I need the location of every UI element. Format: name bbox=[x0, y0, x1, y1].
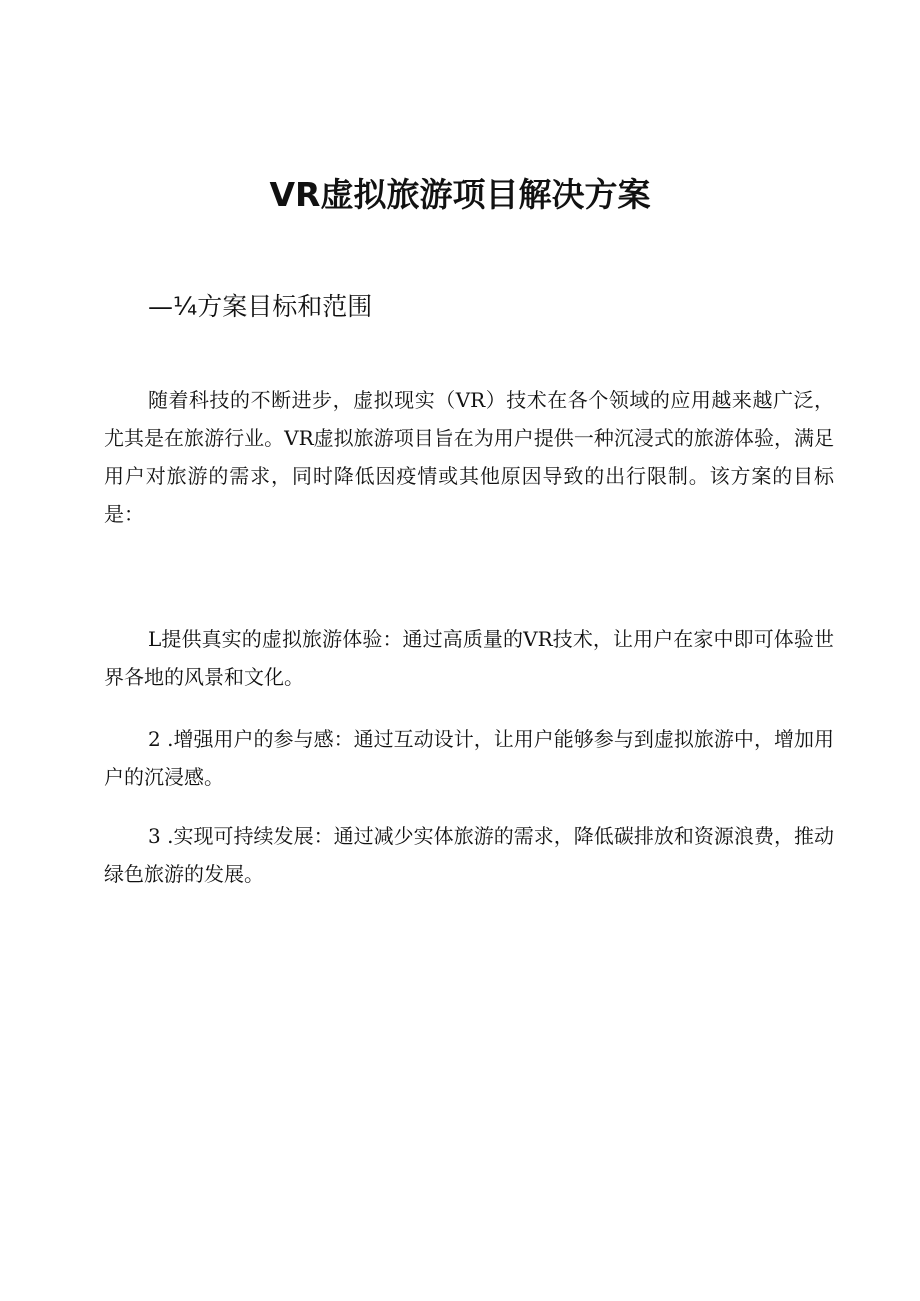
section-heading: —¼方案目标和范围 bbox=[148, 292, 373, 321]
document-title: VR虚拟旅游项目解决方案 bbox=[269, 175, 651, 214]
goal-item-3: 3 .实现可持续发展：通过减少实体旅游的需求，降低碳排放和资源浪费，推动绿色旅游的发展。 bbox=[104, 824, 834, 886]
goal-item-1: L提供真实的虚拟旅游体验：通过高质量的VR技术，让用户在家中即可体验世界各地的风景和文化。 bbox=[104, 627, 834, 689]
intro-paragraph: 随着科技的不断进步，虚拟现实（VR）技术在各个领域的应用越来越广泛，尤其是在旅游行业。VR虚拟旅游项目旨在为用户提供一种沉浸式的旅游体验，满足用户对旅游的需求，同时降低因疫情或其他原因导致的出行限制。该方案的目标是： bbox=[104, 388, 834, 526]
goal-item-2: 2 .增强用户的参与感：通过互动设计，让用户能够参与到虚拟旅游中，增加用户的沉浸感。 bbox=[104, 727, 834, 789]
